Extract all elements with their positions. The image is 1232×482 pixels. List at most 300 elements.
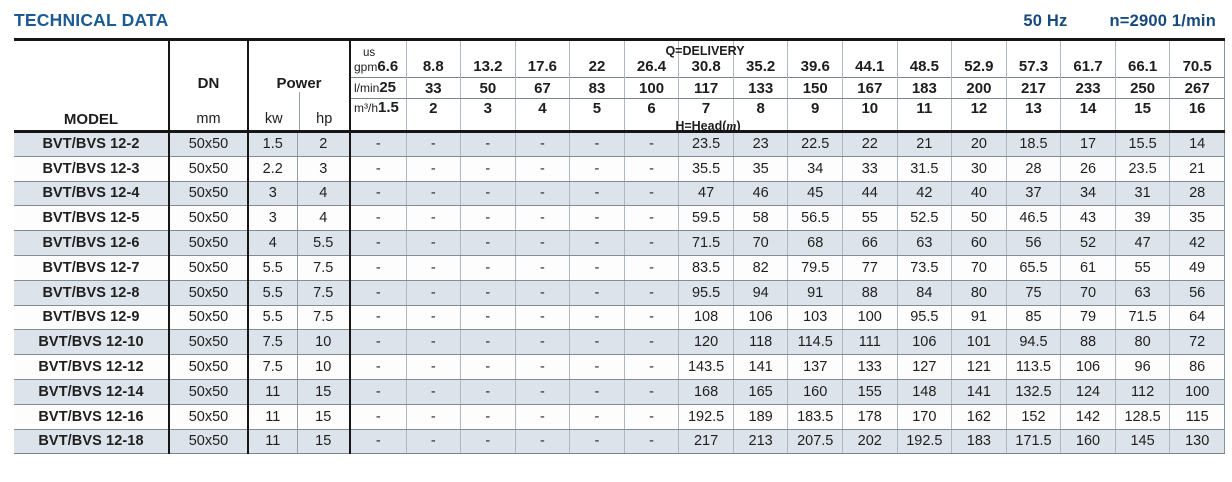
head-cell: - bbox=[461, 132, 516, 157]
head-cell: 192.5 bbox=[679, 404, 734, 429]
head-cell: - bbox=[461, 280, 516, 305]
head-cell: 63 bbox=[1115, 280, 1170, 305]
head-cell: 152 bbox=[1006, 404, 1061, 429]
spec-labels bbox=[1023, 12, 1218, 31]
head-cell: - bbox=[350, 206, 406, 231]
head-cell: 137 bbox=[788, 355, 843, 380]
head-cell: - bbox=[515, 181, 570, 206]
head-cell: 165 bbox=[733, 379, 788, 404]
flow-value: 25 bbox=[379, 79, 397, 96]
table-row bbox=[14, 355, 1225, 380]
head-cell: 22 bbox=[843, 132, 898, 157]
head-cell: 170 bbox=[897, 404, 952, 429]
head-cell: 35.5 bbox=[679, 156, 734, 181]
flow-m3h-cell: 4 bbox=[515, 99, 570, 132]
head-cell: 26 bbox=[1061, 156, 1116, 181]
dn-unit-label: mm bbox=[196, 111, 221, 127]
head-cell: 55 bbox=[1115, 255, 1170, 280]
column-header-model bbox=[14, 40, 169, 132]
flow-gpm-cell: 44.1 bbox=[843, 40, 898, 78]
head-cell: 132.5 bbox=[1006, 379, 1061, 404]
table-row bbox=[14, 255, 1225, 280]
model-cell: BVT/BVS 12-18 bbox=[14, 429, 169, 454]
model-cell: BVT/BVS 12-2 bbox=[14, 132, 169, 157]
head-cell: 192.5 bbox=[897, 429, 952, 454]
head-cell: - bbox=[515, 132, 570, 157]
head-cell: 130 bbox=[1170, 429, 1225, 454]
head-cell: - bbox=[406, 156, 461, 181]
hp-cell: 15 bbox=[297, 404, 350, 429]
head-cell: - bbox=[624, 181, 679, 206]
head-cell: 118 bbox=[733, 330, 788, 355]
head-cell: - bbox=[570, 429, 625, 454]
head-cell: 120 bbox=[679, 330, 734, 355]
dn-cell: 50x50 bbox=[169, 181, 248, 206]
head-cell: 106 bbox=[1061, 355, 1116, 380]
dn-cell: 50x50 bbox=[169, 156, 248, 181]
model-cell: BVT/BVS 12-14 bbox=[14, 379, 169, 404]
head-cell: - bbox=[350, 330, 406, 355]
head-cell: - bbox=[624, 156, 679, 181]
table-wrap bbox=[14, 38, 1225, 454]
head-cell: - bbox=[515, 255, 570, 280]
head-cell: 58 bbox=[733, 206, 788, 231]
table-row bbox=[14, 429, 1225, 454]
head-cell: 183.5 bbox=[788, 404, 843, 429]
model-cell: BVT/BVS 12-16 bbox=[14, 404, 169, 429]
head-cell: - bbox=[406, 305, 461, 330]
head-cell: 47 bbox=[1115, 231, 1170, 256]
flow-gpm-cell: 13.2 bbox=[461, 40, 516, 78]
head-cell: 17 bbox=[1061, 132, 1116, 157]
flow-lmin-cell: 167 bbox=[843, 78, 898, 99]
head-cell: 46.5 bbox=[1006, 206, 1061, 231]
head-cell: 23.5 bbox=[679, 132, 734, 157]
kw-unit-label: kw bbox=[264, 111, 283, 127]
flow-m3h-cell: 7 bbox=[679, 99, 734, 132]
dn-cell: 50x50 bbox=[169, 132, 248, 157]
hp-cell: 5.5 bbox=[297, 231, 350, 256]
head-cell: - bbox=[350, 404, 406, 429]
head-cell: 101 bbox=[952, 330, 1007, 355]
head-cell: 75 bbox=[1006, 280, 1061, 305]
head-cell: 56 bbox=[1006, 231, 1061, 256]
head-cell: 55 bbox=[843, 206, 898, 231]
head-cell: - bbox=[624, 379, 679, 404]
head-cell: - bbox=[624, 330, 679, 355]
flow-gpm-cell: 48.5 bbox=[897, 40, 952, 78]
flow-lmin-cell: 183 bbox=[897, 78, 952, 99]
head-cell: 21 bbox=[897, 132, 952, 157]
head-cell: - bbox=[406, 379, 461, 404]
kw-cell: 11 bbox=[248, 429, 297, 454]
model-header-label: MODEL bbox=[63, 111, 119, 128]
head-cell: - bbox=[624, 231, 679, 256]
head-cell: 66 bbox=[843, 231, 898, 256]
kw-cell: 5.5 bbox=[248, 305, 297, 330]
unit-label: m³/h bbox=[354, 101, 378, 115]
hp-cell: 15 bbox=[297, 379, 350, 404]
head-cell: 52.5 bbox=[897, 206, 952, 231]
head-cell: - bbox=[570, 156, 625, 181]
head-cell: 34 bbox=[788, 156, 843, 181]
head-cell: - bbox=[350, 355, 406, 380]
hp-cell: 15 bbox=[297, 429, 350, 454]
flow-value: 6.6 bbox=[377, 58, 399, 75]
dn-cell: 50x50 bbox=[169, 379, 248, 404]
head-cell: 95.5 bbox=[679, 280, 734, 305]
head-cell: - bbox=[406, 206, 461, 231]
head-cell: - bbox=[406, 231, 461, 256]
head-cell: - bbox=[570, 181, 625, 206]
head-cell: - bbox=[461, 206, 516, 231]
flow-lmin-cell: 233 bbox=[1061, 78, 1116, 99]
flow-lmin-cell: 133 bbox=[733, 78, 788, 99]
head-cell: 40 bbox=[952, 181, 1007, 206]
head-cell: 70 bbox=[733, 231, 788, 256]
flow-lmin-cell: 217 bbox=[1006, 78, 1061, 99]
head-cell: 106 bbox=[897, 330, 952, 355]
head-cell: 82 bbox=[733, 255, 788, 280]
kw-cell: 3 bbox=[248, 206, 297, 231]
head-cell: 142 bbox=[1061, 404, 1116, 429]
head-cell: 91 bbox=[952, 305, 1007, 330]
flow-lmin-cell: 250 bbox=[1115, 78, 1170, 99]
head-cell: 155 bbox=[843, 379, 898, 404]
flow-m3h-cell: 15 bbox=[1115, 99, 1170, 132]
head-cell: - bbox=[624, 206, 679, 231]
head-label-suffix: ) bbox=[736, 119, 741, 133]
kw-cell: 11 bbox=[248, 404, 297, 429]
head-cell: 84 bbox=[897, 280, 952, 305]
head-cell: - bbox=[461, 181, 516, 206]
flow-row-gpm bbox=[14, 40, 1225, 78]
head-cell: 202 bbox=[843, 429, 898, 454]
power-header-label: Power bbox=[276, 75, 322, 92]
model-cell: BVT/BVS 12-9 bbox=[14, 305, 169, 330]
dn-cell: 50x50 bbox=[169, 206, 248, 231]
flow-m3h-cell: 5 bbox=[570, 99, 625, 132]
head-cell: 45 bbox=[788, 181, 843, 206]
head-cell: - bbox=[350, 305, 406, 330]
head-cell: - bbox=[624, 280, 679, 305]
head-cell: 31.5 bbox=[897, 156, 952, 181]
kw-cell: 7.5 bbox=[248, 355, 297, 380]
kw-cell: 4 bbox=[248, 231, 297, 256]
head-cell: 79 bbox=[1061, 305, 1116, 330]
table-row bbox=[14, 231, 1225, 256]
head-cell: - bbox=[406, 280, 461, 305]
page-title: TECHNICAL DATA bbox=[14, 10, 169, 30]
delivery-label: Q=DELIVERY bbox=[665, 44, 745, 58]
head-cell: 86 bbox=[1170, 355, 1225, 380]
model-cell: BVT/BVS 12-7 bbox=[14, 255, 169, 280]
head-cell: 72 bbox=[1170, 330, 1225, 355]
head-cell: - bbox=[350, 379, 406, 404]
head-cell: 44 bbox=[843, 181, 898, 206]
hp-cell: 10 bbox=[297, 330, 350, 355]
head-cell: 73.5 bbox=[897, 255, 952, 280]
head-cell: - bbox=[515, 355, 570, 380]
head-cell: 94 bbox=[733, 280, 788, 305]
head-cell: - bbox=[570, 206, 625, 231]
table-row bbox=[14, 379, 1225, 404]
head-cell: - bbox=[406, 404, 461, 429]
head-cell: 141 bbox=[733, 355, 788, 380]
head-cell: 83.5 bbox=[679, 255, 734, 280]
head-cell: 79.5 bbox=[788, 255, 843, 280]
head-label-m: m bbox=[726, 118, 737, 133]
head-cell: 43 bbox=[1061, 206, 1116, 231]
hp-cell: 2 bbox=[297, 132, 350, 157]
head-cell: - bbox=[515, 231, 570, 256]
head-cell: 22.5 bbox=[788, 132, 843, 157]
dn-cell: 50x50 bbox=[169, 355, 248, 380]
head-cell: - bbox=[461, 305, 516, 330]
head-cell: - bbox=[624, 404, 679, 429]
dn-header-label: DN bbox=[197, 75, 220, 92]
head-cell: 143.5 bbox=[679, 355, 734, 380]
head-cell: - bbox=[461, 355, 516, 380]
head-cell: 70 bbox=[1061, 280, 1116, 305]
kw-cell: 3 bbox=[248, 181, 297, 206]
head-cell: - bbox=[461, 429, 516, 454]
table-row bbox=[14, 404, 1225, 429]
unit-us-label: us bbox=[363, 47, 376, 59]
head-cell: 183 bbox=[952, 429, 1007, 454]
head-cell: 88 bbox=[1061, 330, 1116, 355]
flow-m3h-cell: 14 bbox=[1061, 99, 1116, 132]
head-cell: 64 bbox=[1170, 305, 1225, 330]
kw-cell: 11 bbox=[248, 379, 297, 404]
head-cell: - bbox=[570, 379, 625, 404]
head-cell: 42 bbox=[897, 181, 952, 206]
head-cell: 68 bbox=[788, 231, 843, 256]
head-cell: - bbox=[350, 181, 406, 206]
head-cell: 148 bbox=[897, 379, 952, 404]
model-cell: BVT/BVS 12-5 bbox=[14, 206, 169, 231]
head-cell: 35 bbox=[1170, 206, 1225, 231]
head-cell: 91 bbox=[788, 280, 843, 305]
hp-cell: 3 bbox=[297, 156, 350, 181]
head-cell: 15.5 bbox=[1115, 132, 1170, 157]
head-label bbox=[675, 118, 740, 134]
flow-lmin-cell: 267 bbox=[1170, 78, 1225, 99]
flow-lmin-cell: 200 bbox=[952, 78, 1007, 99]
head-cell: - bbox=[624, 355, 679, 380]
model-cell: BVT/BVS 12-12 bbox=[14, 355, 169, 380]
head-cell: - bbox=[461, 231, 516, 256]
head-cell: 56.5 bbox=[788, 206, 843, 231]
head-cell: 162 bbox=[952, 404, 1007, 429]
head-cell: 35 bbox=[733, 156, 788, 181]
top-bar bbox=[0, 0, 1232, 32]
head-cell: 160 bbox=[788, 379, 843, 404]
table-row bbox=[14, 156, 1225, 181]
head-cell: 50 bbox=[952, 206, 1007, 231]
flow-gpm-cell: 39.6 bbox=[788, 40, 843, 78]
flow-lmin-cell: 83 bbox=[570, 78, 625, 99]
head-cell: 14 bbox=[1170, 132, 1225, 157]
head-cell: 60 bbox=[952, 231, 1007, 256]
head-cell: 145 bbox=[1115, 429, 1170, 454]
head-cell: 71.5 bbox=[1115, 305, 1170, 330]
head-cell: 63 bbox=[897, 231, 952, 256]
flow-m3h-cell: 12 bbox=[952, 99, 1007, 132]
head-cell: - bbox=[515, 404, 570, 429]
flow-lmin-cell: 50 bbox=[461, 78, 516, 99]
head-cell: 100 bbox=[843, 305, 898, 330]
flow-lmin-cell: 33 bbox=[406, 78, 461, 99]
head-cell: - bbox=[461, 330, 516, 355]
head-cell: 71.5 bbox=[679, 231, 734, 256]
head-cell: - bbox=[515, 280, 570, 305]
head-cell: 80 bbox=[1115, 330, 1170, 355]
head-cell: 56 bbox=[1170, 280, 1225, 305]
unit-value bbox=[354, 59, 406, 75]
head-cell: 178 bbox=[843, 404, 898, 429]
dn-cell: 50x50 bbox=[169, 404, 248, 429]
head-cell: - bbox=[570, 404, 625, 429]
flow-lmin-cell: 100 bbox=[624, 78, 679, 99]
model-cell: BVT/BVS 12-8 bbox=[14, 280, 169, 305]
flow-gpm-cell bbox=[350, 40, 406, 78]
hp-unit-label: hp bbox=[299, 92, 350, 130]
dn-cell: 50x50 bbox=[169, 305, 248, 330]
flow-m3h-cell: 6 bbox=[624, 99, 679, 132]
technical-data-table bbox=[14, 38, 1225, 454]
flow-gpm-cell: 66.1 bbox=[1115, 40, 1170, 78]
flow-gpm-cell: 22 bbox=[570, 40, 625, 78]
dn-cell: 50x50 bbox=[169, 280, 248, 305]
table-row bbox=[14, 330, 1225, 355]
head-cell: - bbox=[624, 255, 679, 280]
head-cell: 95.5 bbox=[897, 305, 952, 330]
head-cell: - bbox=[624, 305, 679, 330]
head-cell: 47 bbox=[679, 181, 734, 206]
table-row bbox=[14, 206, 1225, 231]
kw-cell: 5.5 bbox=[248, 280, 297, 305]
dn-cell: 50x50 bbox=[169, 330, 248, 355]
head-cell: 113.5 bbox=[1006, 355, 1061, 380]
head-cell: - bbox=[406, 355, 461, 380]
flow-gpm-cell: 61.7 bbox=[1061, 40, 1116, 78]
flow-lmin-cell: 67 bbox=[515, 78, 570, 99]
hp-cell: 7.5 bbox=[297, 280, 350, 305]
head-cell: 21 bbox=[1170, 156, 1225, 181]
head-cell: 128.5 bbox=[1115, 404, 1170, 429]
head-cell: - bbox=[350, 231, 406, 256]
head-cell: - bbox=[570, 231, 625, 256]
model-cell: BVT/BVS 12-10 bbox=[14, 330, 169, 355]
head-cell: 189 bbox=[733, 404, 788, 429]
head-cell: 18.5 bbox=[1006, 132, 1061, 157]
head-cell: - bbox=[515, 429, 570, 454]
head-cell: 80 bbox=[952, 280, 1007, 305]
head-cell: 20 bbox=[952, 132, 1007, 157]
dn-cell: 50x50 bbox=[169, 231, 248, 256]
head-cell: 124 bbox=[1061, 379, 1116, 404]
head-cell: - bbox=[350, 429, 406, 454]
head-cell: - bbox=[515, 156, 570, 181]
head-cell: - bbox=[406, 330, 461, 355]
head-cell: - bbox=[570, 280, 625, 305]
flow-m3h-cell: 9 bbox=[788, 99, 843, 132]
frequency-label: 50 Hz bbox=[1023, 12, 1068, 30]
head-cell: 23 bbox=[733, 132, 788, 157]
kw-cell: 7.5 bbox=[248, 330, 297, 355]
head-cell: 39 bbox=[1115, 206, 1170, 231]
head-cell: 127 bbox=[897, 355, 952, 380]
head-cell: - bbox=[570, 255, 625, 280]
head-cell: - bbox=[461, 255, 516, 280]
head-cell: - bbox=[461, 156, 516, 181]
head-cell: - bbox=[570, 132, 625, 157]
flow-lmin-cell bbox=[350, 78, 406, 99]
hp-cell: 7.5 bbox=[297, 255, 350, 280]
unit-value bbox=[354, 80, 406, 96]
head-cell: - bbox=[406, 429, 461, 454]
dn-cell: 50x50 bbox=[169, 255, 248, 280]
head-cell: 141 bbox=[952, 379, 1007, 404]
head-cell: 106 bbox=[733, 305, 788, 330]
unit-label: gpm bbox=[354, 60, 378, 74]
head-cell: - bbox=[406, 132, 461, 157]
kw-cell: 2.2 bbox=[248, 156, 297, 181]
speed-label: n=2900 1/min bbox=[1109, 12, 1216, 30]
flow-gpm-cell: 17.6 bbox=[515, 40, 570, 78]
flow-gpm-cell: 26.4 bbox=[624, 40, 679, 78]
unit-value bbox=[354, 100, 406, 116]
hp-cell: 7.5 bbox=[297, 305, 350, 330]
flow-m3h-cell: 8 bbox=[733, 99, 788, 132]
head-cell: 100 bbox=[1170, 379, 1225, 404]
head-cell: 42 bbox=[1170, 231, 1225, 256]
head-cell: 213 bbox=[733, 429, 788, 454]
head-cell: 77 bbox=[843, 255, 898, 280]
head-cell: - bbox=[350, 132, 406, 157]
head-cell: - bbox=[406, 181, 461, 206]
head-cell: 31 bbox=[1115, 181, 1170, 206]
head-cell: 103 bbox=[788, 305, 843, 330]
flow-gpm-cell: 8.8 bbox=[406, 40, 461, 78]
flow-m3h-cell: 2 bbox=[406, 99, 461, 132]
head-cell: 37 bbox=[1006, 181, 1061, 206]
table-row bbox=[14, 181, 1225, 206]
kw-cell: 1.5 bbox=[248, 132, 297, 157]
head-cell: 46 bbox=[733, 181, 788, 206]
flow-m3h-cell bbox=[350, 99, 406, 132]
head-cell: 111 bbox=[843, 330, 898, 355]
head-cell: 96 bbox=[1115, 355, 1170, 380]
head-cell: 94.5 bbox=[1006, 330, 1061, 355]
head-cell: 59.5 bbox=[679, 206, 734, 231]
head-label-prefix: H=Head( bbox=[675, 119, 727, 133]
table-row bbox=[14, 305, 1225, 330]
head-cell: 171.5 bbox=[1006, 429, 1061, 454]
model-cell: BVT/BVS 12-3 bbox=[14, 156, 169, 181]
flow-m3h-cell: 13 bbox=[1006, 99, 1061, 132]
flow-gpm-cell: 52.9 bbox=[952, 40, 1007, 78]
flow-gpm-cell: 57.3 bbox=[1006, 40, 1061, 78]
head-cell: - bbox=[515, 330, 570, 355]
flow-m3h-cell: 11 bbox=[897, 99, 952, 132]
flow-gpm-cell: 70.5 bbox=[1170, 40, 1225, 78]
head-cell: 121 bbox=[952, 355, 1007, 380]
head-cell: 52 bbox=[1061, 231, 1116, 256]
dn-cell: 50x50 bbox=[169, 429, 248, 454]
head-cell: 112 bbox=[1115, 379, 1170, 404]
